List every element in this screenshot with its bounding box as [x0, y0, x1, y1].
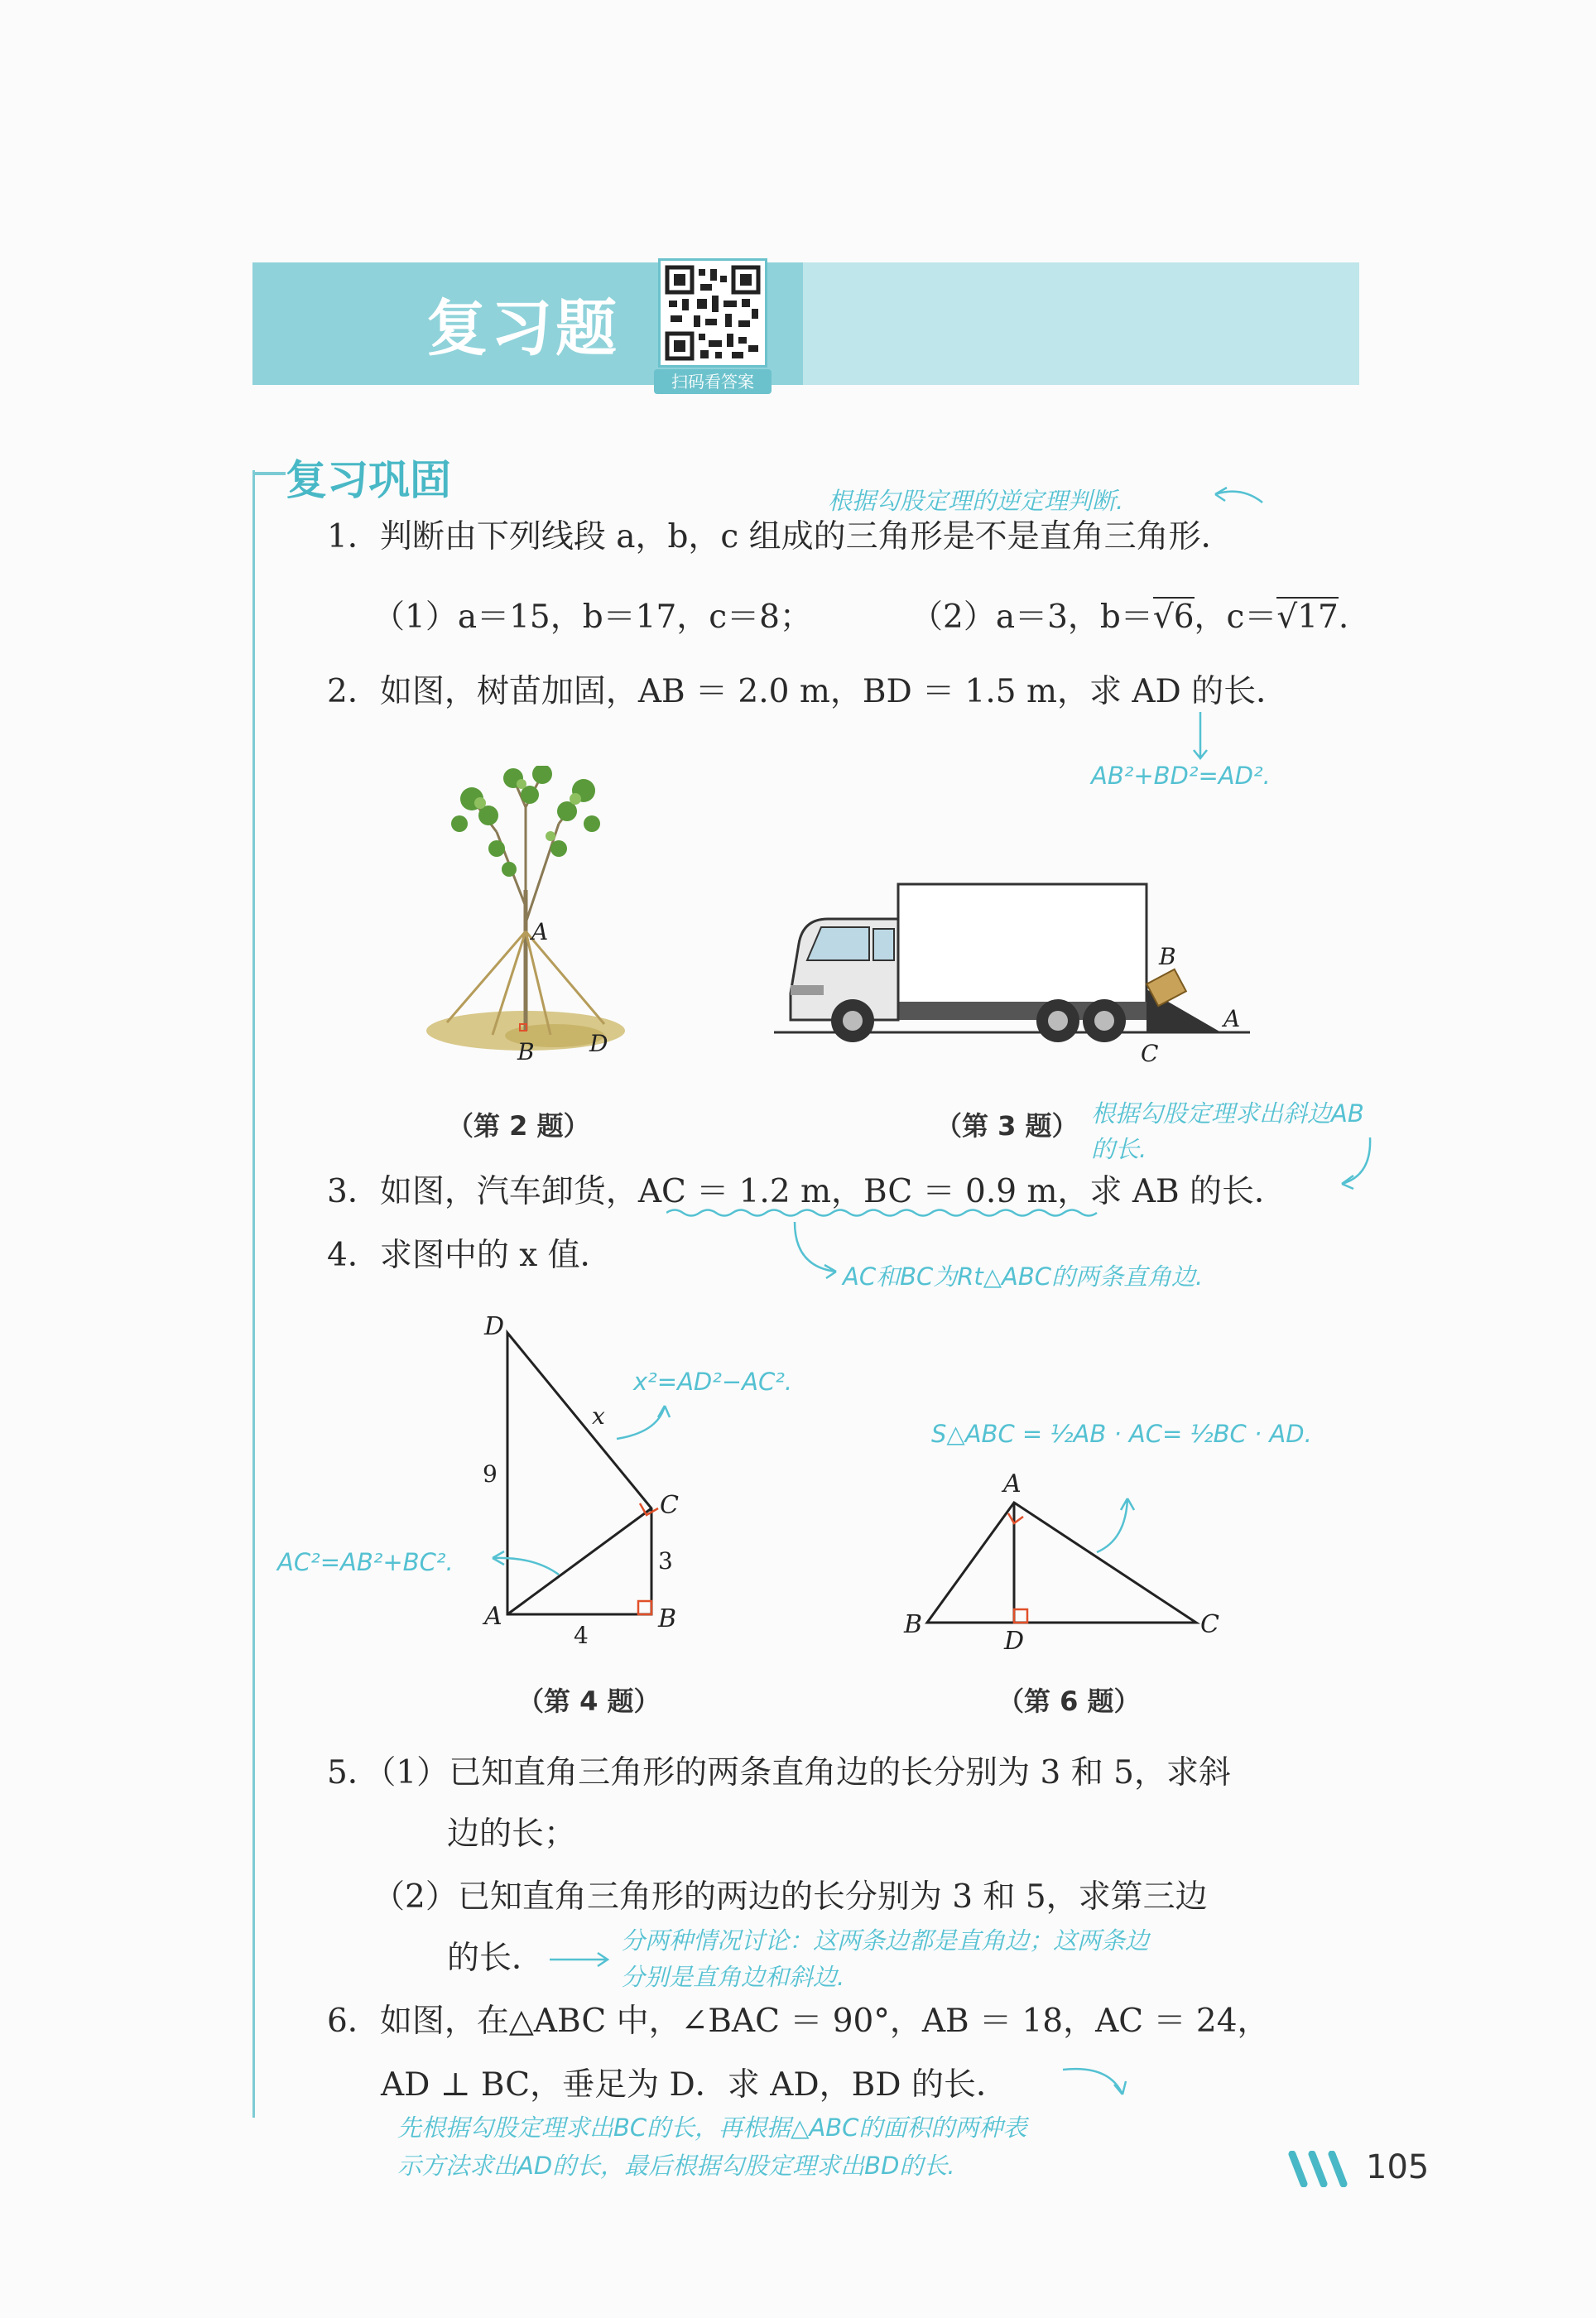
fig4-label-4: 4 [574, 1622, 589, 1647]
problem-6-line-1: 6．如图，在△ABC 中，∠BAC ＝ 90°，AB ＝ 18，AC ＝ 24， [327, 2003, 1270, 2040]
fig4-label-9: 9 [483, 1460, 498, 1488]
figure-6-triangle [894, 1457, 1242, 1656]
note-arrow-icon [1337, 1134, 1378, 1192]
wavy-underline [666, 1207, 1109, 1219]
fig6-label-d: D [1004, 1627, 1025, 1656]
problem-3-note-3: AC和BC为Rt△ABC的两条直角边. [843, 1262, 1204, 1291]
fig6-label-c: C [1200, 1610, 1219, 1639]
problem-5-line-4: 的长． [447, 1940, 545, 1977]
section-rule [252, 470, 255, 2118]
problem-3-text: 3．如图，汽车卸货，AC ＝ 1.2 m，BC ＝ 0.9 m，求 AB 的长． [327, 1173, 1287, 1210]
problem-4-note-1: x²=AD²−AC². [633, 1368, 793, 1396]
page-number: 105 [1366, 2148, 1430, 2186]
fig4-label-3: 3 [658, 1547, 673, 1575]
problem-2-text: 2．如图，树苗加固，AB ＝ 2.0 m，BD ＝ 1.5 m，求 AD 的长． [327, 673, 1289, 710]
fig4-label-a: A [484, 1602, 502, 1631]
problem-6-line-2: AD ⊥ BC，垂足为 D．求 AD，BD 的长． [381, 2066, 1008, 2104]
fig4-label-b: B [658, 1604, 677, 1633]
problem-1-text: 1．判断由下列线段 a，b，c 组成的三角形是不是直角三角形． [327, 518, 1233, 555]
fig2-label-a: A [531, 918, 549, 945]
problem-1-note: 根据勾股定理的逆定理判断. [828, 487, 1124, 515]
fig4-label-c: C [660, 1491, 679, 1520]
problem-6-area-note: S△ABC = ½AB · AC= ½BC · AD. [931, 1420, 1312, 1448]
qr-label[interactable]: 扫码看答案 [654, 369, 772, 394]
problem-6-note-1: 先根据勾股定理求出BC的长，再根据△ABC的面积的两种表 [397, 2114, 1027, 2142]
note-arrow-icon [1060, 2061, 1134, 2103]
figure-2-caption: （第 2 题） [447, 1110, 590, 1142]
figure-6-caption: （第 6 题） [997, 1686, 1141, 1717]
fig4-label-x: x [592, 1402, 605, 1430]
note-arrow-icon [1190, 710, 1210, 762]
section-title: 复习巩固 [286, 456, 451, 504]
problem-5-note-2: 分别是直角边和斜边. [621, 1963, 845, 1991]
problem-4-text: 4．求图中的 x 值． [327, 1237, 613, 1274]
problem-5-note-1: 分两种情况讨论：这两条边都是直角边；这两条边 [621, 1926, 1150, 1955]
figure-3-truck [770, 869, 1258, 1076]
qr-code-icon[interactable] [658, 258, 767, 368]
fig6-label-a: A [1003, 1469, 1022, 1498]
fig3-label-a: A [1223, 1005, 1241, 1032]
note-arrow-icon [546, 1950, 613, 1969]
figure-2-tree [414, 766, 637, 1072]
fig2-label-b: B [517, 1038, 535, 1065]
problem-5-line-3: （2）已知直角三角形的两边的长分别为 3 和 5，求第三边 [373, 1878, 1208, 1916]
fig6-label-b: B [904, 1610, 923, 1639]
figure-4-caption: （第 4 题） [517, 1686, 661, 1717]
page-number-decoration-icon [1287, 2151, 1362, 2187]
problem-3-note-2: 的长. [1091, 1135, 1147, 1163]
figure-4-triangles [269, 1316, 815, 1647]
problem-5-line-2: 边的长； [447, 1815, 577, 1853]
fig3-label-b: B [1159, 943, 1176, 970]
figure-3-caption: （第 3 题） [935, 1110, 1079, 1142]
note-arrow-icon [786, 1217, 844, 1283]
problem-5-line-1: 5．（1）已知直角三角形的两条直角边的长分别为 3 和 5，求斜 [327, 1754, 1231, 1791]
fig2-label-d: D [589, 1030, 608, 1057]
page-title: 复习题 [426, 293, 620, 364]
problem-1-sub-1: （1）a＝15，b＝17，c＝8； [373, 599, 812, 636]
problem-3-note-1: 根据勾股定理求出斜边AB [1091, 1099, 1364, 1128]
fig4-label-d: D [484, 1316, 505, 1341]
problem-1-sub-2: （2）a＝3，b＝√6，c＝√17. [911, 599, 1349, 636]
note-arrow-icon [1209, 484, 1267, 509]
problem-4-note-2: AC²=AB²+BC². [277, 1548, 454, 1576]
fig3-label-c: C [1141, 1040, 1159, 1067]
section-dash [252, 472, 286, 475]
problem-6-note-2: 示方法求出AD的长，最后根据勾股定理求出BD的长. [397, 2152, 955, 2180]
problem-2-note: AB²+BD²=AD². [1091, 762, 1271, 790]
